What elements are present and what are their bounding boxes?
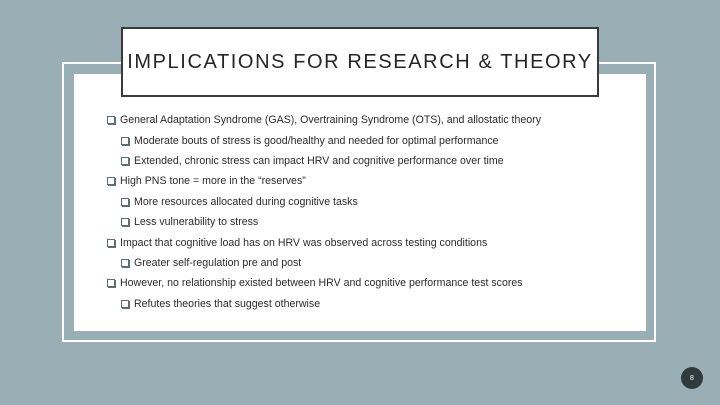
bullet-text: Extended, chronic stress can impact HRV and cognitive performance over time xyxy=(134,154,504,167)
sub-bullet-item xyxy=(107,192,637,212)
square-bullet-icon xyxy=(121,198,129,206)
bullet-text: Less vulnerability to stress xyxy=(134,216,259,229)
square-bullet-icon xyxy=(107,116,115,124)
square-bullet-icon xyxy=(107,239,115,247)
bullet-text: Moderate bouts of stress is good/healthy and needed for optimal performance xyxy=(134,134,499,147)
sub-bullet-item xyxy=(107,212,637,232)
sub-bullet-item xyxy=(107,253,637,273)
sub-bullet-item xyxy=(107,151,637,171)
bullet-list xyxy=(107,110,637,314)
sub-bullet-item xyxy=(107,294,637,314)
bullet-item xyxy=(107,171,637,191)
bullet-item xyxy=(107,110,637,130)
bullet-text: However, no relationship existed between HRV and cognitive performance test scores xyxy=(120,277,523,290)
bullet-text: Greater self-regulation pre and post xyxy=(134,256,302,269)
title-box xyxy=(121,27,599,97)
square-bullet-icon xyxy=(107,177,115,185)
square-bullet-icon xyxy=(107,279,115,287)
bullet-text: General Adaptation Syndrome (GAS), Overtraining Syndrome (OTS), and allostatic theory xyxy=(120,114,541,127)
square-bullet-icon xyxy=(121,300,129,308)
square-bullet-icon xyxy=(121,218,129,226)
bullet-text: High PNS tone = more in the “reserves” xyxy=(120,175,306,188)
bullet-item xyxy=(107,232,637,252)
page-number-badge xyxy=(681,367,703,389)
page-number: 8 xyxy=(690,374,694,382)
bullet-text: Impact that cognitive load has on HRV was observed across testing conditions xyxy=(120,236,488,249)
square-bullet-icon xyxy=(121,157,129,165)
bullet-item xyxy=(107,273,637,293)
square-bullet-icon xyxy=(121,137,129,145)
bullet-text: More resources allocated during cognitive tasks xyxy=(134,195,358,208)
bullet-text: Refutes theories that suggest otherwise xyxy=(134,297,321,310)
slide-title: IMPLICATIONS FOR RESEARCH & THEORY xyxy=(127,50,593,73)
square-bullet-icon xyxy=(121,259,129,267)
sub-bullet-item xyxy=(107,130,637,150)
